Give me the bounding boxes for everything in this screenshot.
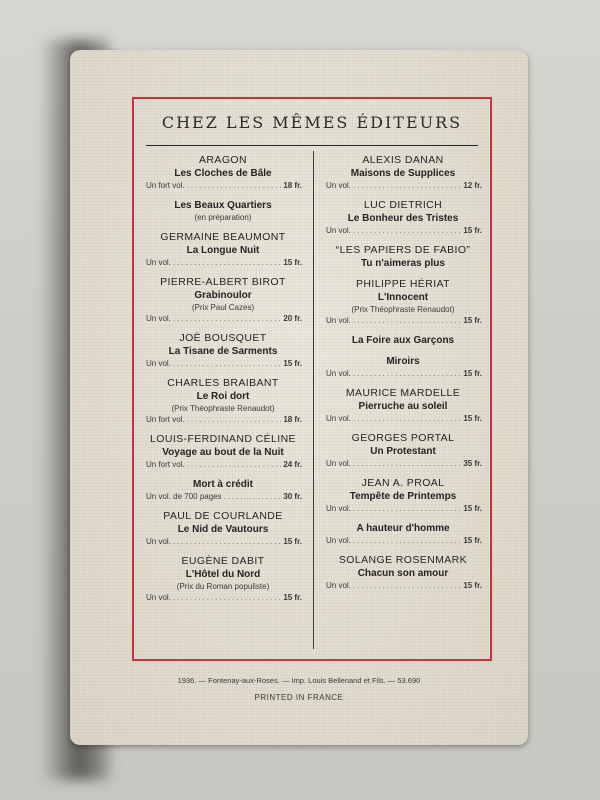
entry-price-line (138, 414, 308, 425)
entry-author: EUGÈNE DABIT (181, 555, 265, 567)
entry-title: Le Nid de Vautours (177, 524, 269, 535)
entry-author: “LES PAPIERS DE FABIO” (335, 244, 471, 256)
price-amount: 15 fr. (463, 414, 482, 423)
price-label: Un vol. (146, 593, 171, 602)
entry-title: Un Protestant (370, 446, 436, 457)
price-label: Un vol. (326, 459, 351, 468)
left-column (138, 154, 308, 611)
entry-author: SOLANGE ROSENMARK (338, 554, 468, 566)
entry-price-line (138, 358, 308, 369)
price-amount: 15 fr. (463, 316, 482, 325)
price-label: Un vol. (326, 226, 351, 235)
entry-title: Maisons de Supplices (350, 168, 456, 179)
entry-price-line (138, 313, 308, 324)
catalog-entry (138, 478, 308, 502)
catalog-entry (318, 554, 488, 591)
price-amount: 15 fr. (463, 581, 482, 590)
entry-title: Grabinoulor (194, 290, 252, 301)
entry-author: JOË BOUSQUET (179, 332, 267, 344)
price-label: Un fort vol. (146, 460, 185, 469)
entry-title: Le Bonheur des Tristes (347, 213, 459, 224)
catalog-entry (318, 278, 488, 326)
entry-author: PAUL DE COURLANDE (163, 510, 283, 522)
entry-title: Voyage au bout de la Nuit (162, 447, 284, 458)
price-label: Un vol. (326, 181, 351, 190)
entry-price-line (318, 580, 488, 591)
leader-dots (353, 315, 461, 326)
entry-price-line (318, 413, 488, 424)
entry-note: (en préparation) (194, 213, 252, 222)
catalog-entry (318, 522, 488, 546)
entry-title: A hauteur d'homme (356, 523, 450, 534)
price-amount: 35 fr. (463, 459, 482, 468)
leader-dots (353, 180, 461, 191)
price-label: Un vol. (326, 414, 351, 423)
leader-dots (173, 313, 281, 324)
entry-note: (Prix Paul Cazes) (191, 303, 255, 312)
entry-price-line (318, 225, 488, 236)
price-amount: 15 fr. (463, 226, 482, 235)
entry-price-line (138, 257, 308, 268)
catalog-entry (318, 334, 488, 347)
leader-dots (173, 592, 281, 603)
price-amount: 12 fr. (463, 181, 482, 190)
entry-title: Mort à crédit (192, 479, 253, 490)
price-amount: 15 fr. (283, 593, 302, 602)
entry-title: Le Roi dort (196, 391, 250, 402)
catalog-entry (318, 477, 488, 514)
price-amount: 15 fr. (463, 504, 482, 513)
price-label: Un fort vol. (146, 181, 185, 190)
entry-title: Tu n'aimeras plus (361, 258, 445, 269)
leader-dots (353, 368, 461, 379)
catalog-entry (138, 199, 308, 223)
price-amount: 15 fr. (463, 536, 482, 545)
catalog-entry (138, 332, 308, 369)
entry-title: Les Beaux Quartiers (174, 200, 272, 211)
price-amount: 15 fr. (283, 537, 302, 546)
entry-title: L'Innocent (377, 292, 429, 303)
price-label: Un vol. (326, 369, 351, 378)
price-amount: 18 fr. (283, 415, 302, 424)
price-amount: 20 fr. (283, 314, 302, 323)
entry-price-line (138, 491, 308, 502)
price-label: Un vol. (326, 504, 351, 513)
catalog-entry (138, 154, 308, 191)
catalog-entry (138, 555, 308, 603)
leader-dots (353, 458, 461, 469)
entry-price-line (138, 536, 308, 547)
price-amount: 18 fr. (283, 181, 302, 190)
book-back-cover (70, 50, 528, 745)
entry-title: Les Cloches de Bâle (174, 168, 272, 179)
heading-rule (146, 145, 478, 146)
entry-title: La Foire aux Garçons (351, 335, 455, 346)
leader-dots (353, 225, 461, 236)
catalog-entry (318, 244, 488, 270)
price-amount: 24 fr. (283, 460, 302, 469)
price-label: Un vol. (326, 536, 351, 545)
catalog-entry (138, 231, 308, 268)
leader-dots (353, 503, 461, 514)
entry-author: PHILIPPE HÉRIAT (356, 278, 450, 290)
entry-price-line (318, 535, 488, 546)
entry-title: Miroirs (386, 356, 420, 367)
catalog-entry (138, 276, 308, 324)
entry-author: LUC DIETRICH (363, 199, 443, 211)
entry-price-line (138, 459, 308, 470)
price-label: Un vol. (326, 581, 351, 590)
price-label: Un vol. (146, 537, 171, 546)
entry-price-line (318, 458, 488, 469)
leader-dots (173, 257, 281, 268)
price-amount: 15 fr. (283, 258, 302, 267)
entry-author: PIERRE-ALBERT BIROT (160, 276, 286, 288)
entry-author: ARAGON (199, 154, 247, 166)
leader-dots (173, 358, 281, 369)
leader-dots (353, 413, 461, 424)
entry-author: GEORGES PORTAL (351, 432, 455, 444)
catalog-heading: CHEZ LES MÊMES ÉDITEURS (161, 113, 463, 132)
entry-author: CHARLES BRAIBANT (167, 377, 279, 389)
entry-note: (Prix du Roman populiste) (176, 582, 270, 591)
price-label: Un fort vol. (146, 415, 185, 424)
entry-note: (Prix Théophraste Renaudot) (171, 404, 275, 413)
entry-author: JEAN A. PROAL (361, 477, 445, 489)
leader-dots (173, 536, 281, 547)
imprint-line: 1936. — Fontenay-aux-Roses. — Imp. Louis Bellenand et Fils. — 53.690 (177, 676, 421, 685)
entry-price-line (318, 315, 488, 326)
leader-dots (187, 180, 282, 191)
entry-title: Tempête de Printemps (349, 491, 457, 502)
column-divider (313, 151, 314, 649)
leader-dots (353, 580, 461, 591)
price-label: Un vol. (146, 314, 171, 323)
right-column (318, 154, 488, 599)
entry-price-line (318, 180, 488, 191)
entry-price-line (318, 368, 488, 379)
catalog-entry (138, 433, 308, 470)
entry-title: Chacun son amour (357, 568, 449, 579)
entry-title: Pierruche au soleil (358, 401, 448, 412)
entry-price-line (318, 503, 488, 514)
catalog-entry (318, 199, 488, 236)
catalog-entry (138, 377, 308, 425)
price-label: Un vol. de 700 pages (146, 492, 222, 501)
catalog-entry (318, 154, 488, 191)
entry-title: La Longue Nuit (186, 245, 260, 256)
catalog-entry (138, 510, 308, 547)
price-amount: 30 fr. (283, 492, 302, 501)
entry-price-line (138, 180, 308, 191)
entry-author: MAURICE MARDELLE (345, 387, 461, 399)
catalog-entry (318, 387, 488, 424)
entry-title: La Tisane de Sarments (168, 346, 278, 357)
entry-author: GERMAINE BEAUMONT (160, 231, 286, 243)
price-amount: 15 fr. (283, 359, 302, 368)
printed-in-label: PRINTED IN FRANCE (254, 693, 344, 702)
catalog-entry (318, 432, 488, 469)
price-label: Un vol. (146, 359, 171, 368)
catalog-frame (132, 97, 492, 661)
price-label: Un vol. (326, 316, 351, 325)
leader-dots (353, 535, 461, 546)
entry-note: (Prix Théophraste Renaudot) (351, 305, 455, 314)
leader-dots (224, 491, 282, 502)
entry-price-line (138, 592, 308, 603)
entry-title: L'Hôtel du Nord (185, 569, 261, 580)
price-amount: 15 fr. (463, 369, 482, 378)
leader-dots (187, 414, 282, 425)
price-label: Un vol. (146, 258, 171, 267)
leader-dots (187, 459, 282, 470)
catalog-entry (318, 355, 488, 379)
entry-author: ALEXIS DANAN (362, 154, 444, 166)
entry-author: LOUIS-FERDINAND CÉLINE (150, 433, 296, 445)
